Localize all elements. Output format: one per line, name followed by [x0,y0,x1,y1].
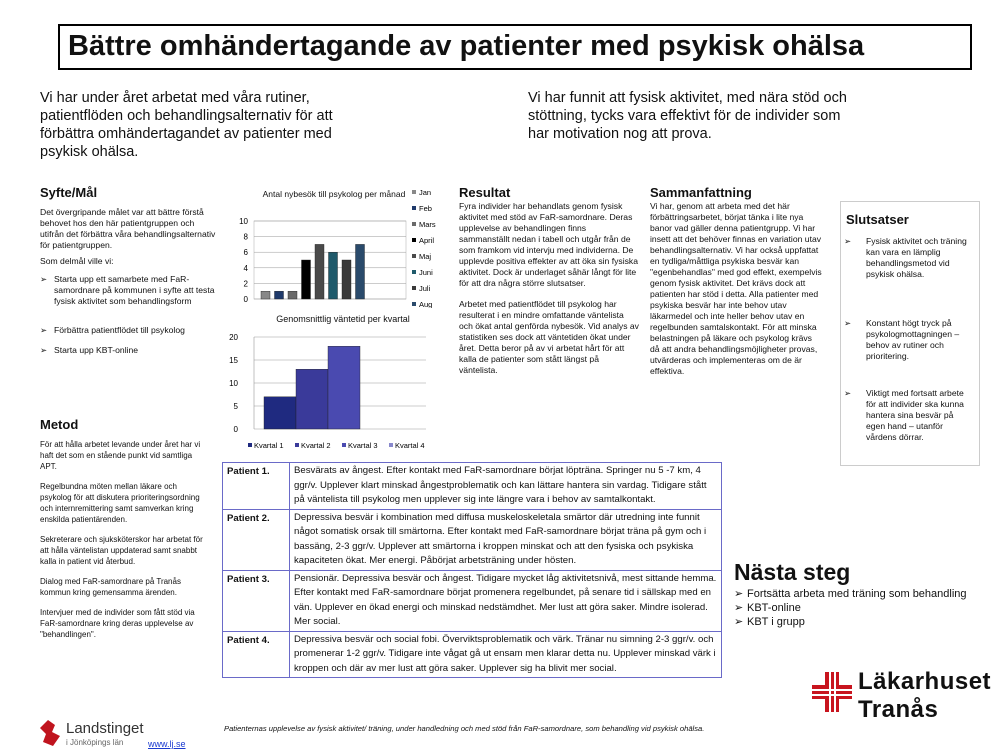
y-tick-label: 20 [229,333,238,342]
chart2-title: Genomsnittlig väntetid per kvartal [276,314,410,324]
resultat-paragraph-1: Fyra individer har behandlats genom fysisk aktivitet med stöd av FaR-samordnare. Deras upplevelse av behandlingen finns sammanställt nedan i tabell och utgår från de som framkom vid intervju med individerna. De upplevde positiva effekter av att öka sin fysiska aktivitet. Dock är underlaget såhär långt för lite för att dra några större slutsatser. [459,201,638,288]
legend-label: Jan [419,188,432,197]
medical-cross-icon [810,670,854,714]
legend-label: Kvartal 3 [348,441,378,450]
y-tick-label: 6 [243,248,248,258]
y-tick-label: 5 [233,402,238,411]
legend-swatch [389,443,393,447]
legend-swatch [412,254,416,258]
table-row [223,570,722,631]
patient-text: Pensionär. Depressiva besvär och ångest. Tidigare mycket låg aktivitetsnivå, mest sittande hemma. Efter kontakt med FaR-samordnare börjat promenera regelbundet, på senare tid i sällskap med en vän. Upplever en ökad energi och minskad nedstämdhet. Mer lust att göra saker. Mindre isolerad. Mer social. [290,570,722,631]
bar-aug [356,244,365,299]
arrow-bullet-icon: ➢ [734,602,744,614]
legend-swatch [412,222,416,226]
nasta-steg-item-2 [734,601,1006,615]
bar-feb [275,291,284,299]
landstinget-logo-name: Landstinget [66,720,144,737]
website-link[interactable]: www.lj.se [148,739,186,749]
y-tick-label: 10 [229,379,238,388]
intro-left: Vi har under året arbetat med våra rutiner, patientflöden och behandlingsalternativ för att förbättra omhändertagandet av patienter med psykisk ohälsa. [40,90,333,160]
legend-swatch [295,443,299,447]
intro-right: Vi har funnit att fysisk aktivitet, med nära stöd och stöttning, tycks vara effektivt för de individer som har motivation nog att prova. [528,90,847,142]
legend-swatch [412,206,416,210]
legend-label: Aug [419,300,433,308]
legend-label: Kvartal 1 [254,441,284,450]
bar-juli [342,260,351,299]
y-tick-label: 8 [243,232,248,242]
syfte-section [40,207,216,356]
table-row [223,509,722,570]
y-tick-label: 0 [243,295,248,304]
patient-text: Depressiva besvär och social fobi. Överviktsproblematik och värk. Tränar nu simning 2-3 ggr/v. och promenerar 1-2 ggr/v. Tidigare inte vågat gå ut ensam men klarar detta nu. Upplever minskad värk i kroppen och där av mer lust att göra saker. Upplever sig ha blivit mer social. [290,631,722,678]
y-tick-label: 4 [243,263,248,273]
metod-paragraph-3: Sekreterare och sjuksköterskor har arbetat för att hålla väntelistan uppdaterad samt snabbt kalla in patient vid återbud. [40,535,203,566]
legend-swatch [412,302,416,306]
sammanfattning-text: Vi har, genom att arbeta med det här förbättringsarbetet, börjat tänka i lite nya banor vad gäller denna patientgrupp. Vi har insett att det behöver finnas en variation utav behandlingsalternativ. Vi har också uppfattat en tydliga/måttliga psykiska besvär kan "egenbehandlas" med god effekt, exempelvis genom fysisk aktivitet. Det krävs dock att patienten har stöd i detta. Alla patienter med psykiska besvär har inte behov utav läkarmedel och inte heller behov utav en regelbunden samtalskontakt. För att minska belastningen på läkare och psykolog krävs då att andra behandlingsmöjligheter provas, utvärderas och implementeras om de är effektiva. [650,201,822,376]
metod-paragraph-1: För att hålla arbetet levande under året har vi haft det som en stående punkt vid samtliga APT. [40,440,201,471]
arrow-bullet-icon: ➢ [844,388,852,398]
table-caption: Patienternas upplevelse av fysisk aktivitet/ träning, under handledning och med stöd från FaR-samordnare, som behandling vid psykisk ohälsa. [224,724,705,733]
table-row [223,463,722,510]
landstinget-logo-sub: i Jönköpings län [66,738,124,747]
nasta-steg-item-1 [734,587,1006,601]
arrow-bullet-icon: ➢ [734,588,744,600]
syfte-bullets [40,274,216,356]
legend-label: Juni [419,268,433,277]
nasta-steg-list [734,587,1006,629]
y-tick-label: 2 [243,279,248,289]
chart1-title: Antal nybesök till psykolog per månad [262,189,406,199]
syfte-paragraph: Det övergripande målet var att bättre förstå behovet hos den här patientgruppen och utifrån det förbättra våra behandlingsalternativ för patientgruppen. [40,207,216,250]
slutsatser-list [844,236,974,443]
resultat-section [459,201,639,376]
nasta-steg-item-text: Fortsätta arbeta med träning som behandling [747,588,967,600]
lakarhuset-logo-line1: Läkarhuset [858,668,992,695]
legend-swatch [412,270,416,274]
slutsatser-item-text: Konstant högt tryck på psykologmottagningen – behov av rutiner och prioritering. [866,318,960,361]
page-title: Bättre omhändertagande av patienter med psykisk ohälsa [68,30,865,62]
legend-label: Feb [419,204,432,213]
slutsatser-item-3 [844,388,974,443]
legend-label: Mars [419,220,436,229]
legend-swatch [412,286,416,290]
metod-heading: Metod [40,417,79,432]
slutsatser-heading: Slutsatser [846,212,909,227]
sammanfattning-heading: Sammanfattning [650,185,752,200]
y-tick-label: 0 [233,425,238,434]
metod-section [40,439,210,640]
bar-mars [288,291,297,299]
slutsatser-item-text: Fysisk aktivitet och träning kan vara en lämplig behandlingsmetod vid psykisk ohälsa. [866,236,967,279]
syfte-bullet-3: ➢ Starta upp KBT-online [40,345,216,356]
slutsatser-item-1 [844,236,974,318]
slutsatser-item-2 [844,318,974,388]
patient-text: Besvärats av ångest. Efter kontakt med FaR-samordnare börjat löpträna. Springer nu 5 -7 km, 4 ggr/v. Upplever klart minskad ångestproblematik och kan lättare hantera sin vardag. Tidigare stått på väntelista till psykolog men upplever sig inte längre vara i behov av samtalkontakt. [290,463,722,510]
nasta-steg-item-text: KBT-online [747,602,801,614]
resultat-heading: Resultat [459,185,511,200]
syfte-bullet-2: ➢ Förbättra patientflödet till psykolog [40,325,216,336]
metod-paragraph-2: Regelbundna möten mellan läkare och psykolog för att diskutera prioriteringsordning och internremittering samt samverkan kring enskilda patientärenden. [40,482,200,524]
nasta-steg-item-text: KBT i grupp [747,616,805,628]
arrow-bullet-icon: ➢ [844,236,852,246]
patient-label: Patient 2. [223,509,290,570]
bar-maj [315,244,324,299]
metod-paragraph-4: Dialog med FaR-samordnare på Tranås kommun kring gemensamma ärenden. [40,577,181,597]
patient-label: Patient 1. [223,463,290,510]
bar-juni [329,252,338,299]
syfte-subgoals-intro: Som delmål ville vi: [40,256,114,266]
landstinget-logo-icon [38,718,64,748]
resultat-paragraph-2: Arbetet med patientflödet till psykolog har resulterat i en mindre omfattande väntelista och ökat antal genförda nybesök. Vid analys av statistiken ses dock att väntetiden ökat under året. Detta beror på av vi arbetat hårt för att kalla de patienter som stått längst på väntelista. [459,299,639,375]
legend-label: Juli [419,284,431,293]
bar-april [302,260,311,299]
legend-label: Kvartal 4 [395,441,425,450]
y-tick-label: 15 [229,356,238,365]
legend-swatch [248,443,252,447]
slutsatser-item-text: Viktigt med fortsatt arbete för att individer ska kunna hantera sina besvär på egen hand – utanför vårdens dörrar. [866,388,964,442]
metod-paragraph-5: Intervjuer med de individer som fått stöd via FaR-samordnare kring deras upplevelse av "behandlingen". [40,608,195,639]
patient-label: Patient 4. [223,631,290,678]
patient-text: Depressiva besvär i kombination med diffusa muskeloskeletala smärtor där utredning inte funnit något somatisk orsak till smärtorna. Efter kontakt med FaR-samordnare börjat träna på gym och i bassäng, 2-3 ggr/v. Upplever att smärtorna i kroppen minskat och att den fysiska och psykiska kapaciteten ökat. Mer energi. Påbörjat arbetsträning under hösten. [290,509,722,570]
legend-label: April [419,236,435,245]
chart-monthly-visits [226,183,441,308]
bar-kvartal-2 [296,369,328,429]
nasta-steg-heading: Nästa steg [734,559,851,585]
arrow-bullet-icon: ➢ [844,318,852,328]
patient-label: Patient 3. [223,570,290,631]
table-row [223,631,722,678]
bar-jan [261,291,270,299]
lakarhuset-logo-line2: Tranås [858,696,939,723]
legend-label: Maj [419,252,432,261]
syfte-bullet-1: ➢ Starta upp ett samarbete med FaR-samordnare på kommunen i syfte att testa fysisk aktivitet som behandlingsform [40,274,216,307]
syfte-heading: Syfte/Mål [40,185,98,200]
bar-kvartal-3 [328,346,360,429]
y-tick-label: 10 [239,217,248,226]
patient-table [222,462,722,678]
legend-label: Kvartal 2 [301,441,331,450]
arrow-bullet-icon: ➢ [734,616,744,628]
legend-swatch [342,443,346,447]
chart-wait-time [226,325,441,455]
bar-kvartal-1 [264,397,296,429]
nasta-steg-item-3 [734,615,1006,629]
legend-swatch [412,238,416,242]
legend-swatch [412,190,416,194]
